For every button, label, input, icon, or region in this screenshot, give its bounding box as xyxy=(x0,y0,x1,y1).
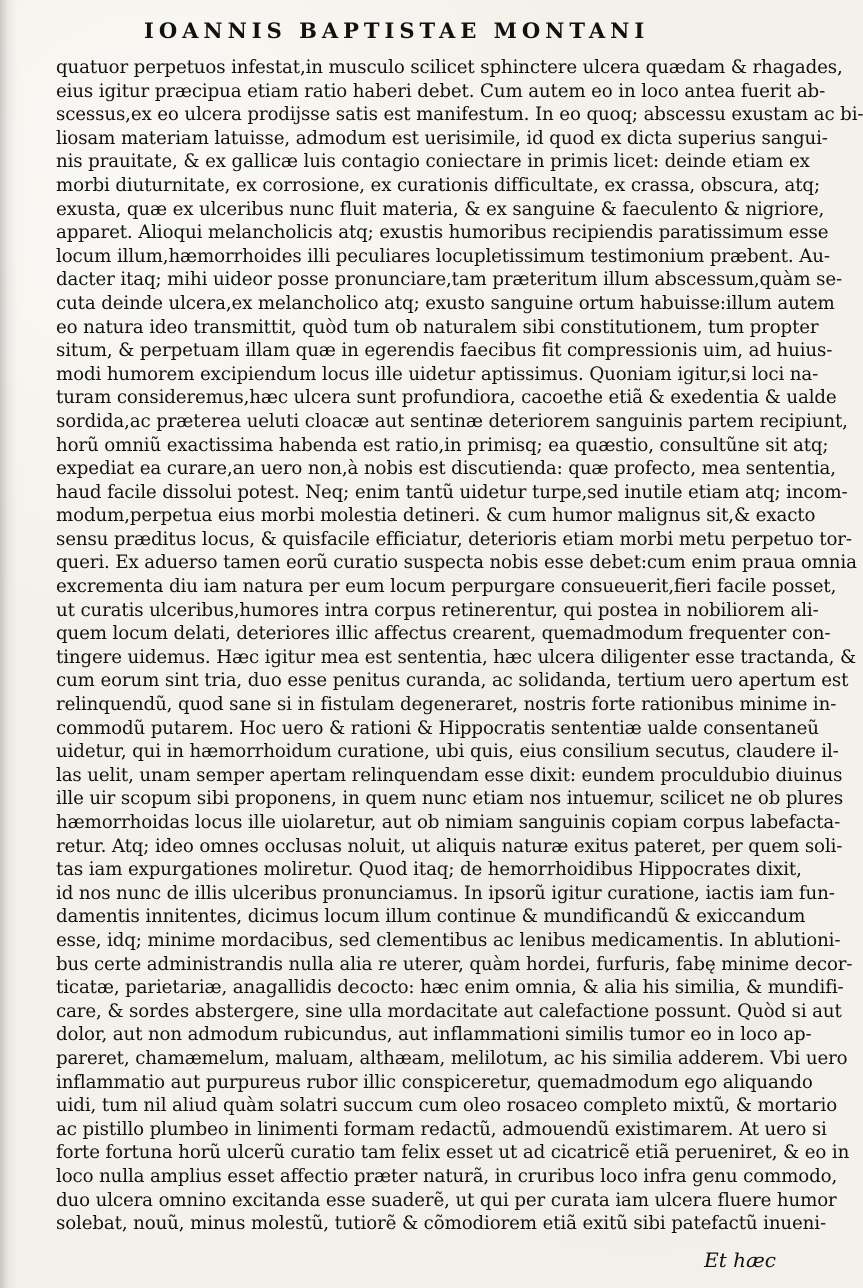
text-line: bus certe administrandis nulla alia re uterer, quàm hordei, furfuris, fabę minime decor- xyxy=(56,953,853,975)
text-line: excrementa diu iam natura per eum locum perpurgare consueuerit,fieri facile posset, xyxy=(56,576,837,598)
text-line: quatuor perpetuos infestat,in musculo scilicet sphinctere ulcera quædam & rhagades, xyxy=(56,57,843,78)
catchword: Et hæc xyxy=(704,1248,776,1272)
text-line: id nos nunc de illis ulceribus pronunciamus. In ipsorũ igitur curatione, iactis iam fun- xyxy=(56,882,835,904)
text-line: ille uir scopum sibi proponens, in quem nunc etiam nos intuemur, scilicet ne ob plures xyxy=(56,788,844,810)
text-line: duo ulcera omnino excitanda esse suaderẽ, ut qui per curata iam ulcera fluere humor xyxy=(56,1189,837,1211)
text-line: locum illum,hæmorrhoides illi peculiares locupletissimum testimonium præbent. Au- xyxy=(56,245,830,267)
text-line: loco nulla amplius esset affectio præter naturã, in cruribus loco infra genu commodo, xyxy=(56,1165,838,1187)
text-line: cum eorum sint tria, duo esse penitus curanda, ac solidanda, tertium uero apertum est xyxy=(56,670,849,692)
text-line: dacter itaq; mihi uideor posse pronunciare,tam præteritum illum abscessum,quàm se- xyxy=(56,269,843,291)
text-line: forte fortuna horũ ulcerũ curatio tam felix esset ut ad cicatricẽ etiã perueniret, & eo in xyxy=(56,1142,850,1164)
text-line: uidetur, qui in hæmorrhoidum curatione, ubi quis, eius consilium secutus, claudere il- xyxy=(56,741,839,763)
text-line: eius igitur præcipua etiam ratio haberi debet. Cum autem eo in loco antea fuerit ab- xyxy=(56,80,826,102)
text-line: ut curatis ulceribus,humores intra corpus retinerentur, qui postea in nobiliorem ali- xyxy=(56,599,819,621)
text-line: hæmorrhoidas locus ille uiolaretur, aut ob nimiam sanguinis copiam corpus labefacta- xyxy=(56,812,841,833)
text-line: apparet. Alioqui melancholicis atq; exustis humoribus recipiendis paratissimum esse xyxy=(56,222,829,244)
text-line: tas iam expurgationes moliretur. Quod itaq; de hemorrhoidibus Hippocrates dixit, xyxy=(56,859,802,881)
binding-shadow xyxy=(0,0,18,1288)
text-line: commodũ putarem. Hoc uero & rationi & Hippocratis sententiæ ualde consentaneũ xyxy=(56,717,819,739)
text-line: ticatæ, parietariæ, anagallidis decocto: hæc enim omnia, & alia his similia, & mundifi- xyxy=(56,977,844,999)
text-line: haud facile dissolui potest. Neq; enim tantũ uidetur turpe,sed inutile etiam atq; incom- xyxy=(56,481,848,503)
text-line: relinquendũ, quod sane si in fistulam degeneraret, nostris forte rationibus minime in- xyxy=(56,694,837,716)
text-line: tingere uidemus. Hæc igitur mea est sententia, hæc ulcera diligenter esse tractanda, & xyxy=(56,646,857,668)
text-line: ac pistillo plumbeo in linimenti formam redactũ, admouendũ existimarem. At uero si xyxy=(56,1118,827,1140)
text-line: situm, & perpetuam illam quæ in egerendis faecibus fit compressionis uim, ad huius- xyxy=(56,340,833,362)
text-line: expediat ea curare,an uero non,à nobis est discutienda: quæ profecto, mea sententia, xyxy=(56,458,836,480)
text-line: sordida,ac præterea ueluti cloacæ aut sentinæ deteriorem sanguinis partem recipiunt, xyxy=(56,410,848,432)
text-line: las uelit, unam semper apertam relinquendam esse dixit: eundem proculdubio diuinus xyxy=(56,764,843,786)
text-line: eo natura ideo transmittit, quòd tum ob naturalem sibi constitutionem, tum propter xyxy=(56,316,819,338)
text-line: turam consideremus,hæc ulcera sunt profundiora, cacoethe etiã & exedentia & ualde xyxy=(56,387,837,409)
body-text xyxy=(56,56,863,1236)
running-head: IOANNIS BAPTISTAE MONTANI xyxy=(144,18,650,43)
text-line: solebat, nouũ, minus molestũ, tutiorẽ & cõmodiorem etiã exitũ sibi patefactũ inueni- xyxy=(56,1213,826,1235)
text-line: queri. Ex aduerso tamen eorũ curatio suspecta nobis esse debet:cum enim praua omnia xyxy=(56,552,857,574)
text-line: cuta deinde ulcera,ex melancholico atq; exusto sanguine ortum habuisse:illum autem xyxy=(56,292,835,314)
text-line: modum,perpetua eius morbi molestia detineri. & cum humor malignus sit,& exacto xyxy=(56,505,816,527)
text-line: morbi diuturnitate, ex corrosione, ex curationis difficultate, ex crassa, obscura, atq; xyxy=(56,174,820,196)
text-line: retur. Atq; ideo omnes occlusas noluit, ut aliquis naturæ exitus pateret, per quem soli- xyxy=(56,835,843,857)
text-line: exusta, quæ ex ulceribus nunc fluit materia, & ex sanguine & faeculento & nigriore, xyxy=(56,198,825,220)
text-line: pareret, chamæmelum, maluam, althæam, melilotum, ac his similia adderem. Vbi uero xyxy=(56,1047,848,1069)
text-line: nis prauitate, & ex gallicæ luis contagio coniectare in primis licet: deinde etiam ex xyxy=(56,151,810,173)
text-line: care, & sordes abstergere, sine ulla mordacitate aut calefactione possunt. Quòd si aut xyxy=(56,1000,842,1022)
text-line: scessus,ex eo ulcera prodijsse satis est manifestum. In eo quoq; abscessu exustam ac bi- xyxy=(56,104,863,126)
text-line: sensu præditus locus, & quisfacile efficiatur, deterioris etiam morbi metu perpetuo tor- xyxy=(56,528,852,550)
text-line: esse, idq; minime mordacibus, sed clementibus ac lenibus medicamentis. In ablutioni- xyxy=(56,929,841,951)
text-line: horũ omniũ exactissima habenda est ratio,in primisq; ea quæstio, consultũne sit atq; xyxy=(56,434,829,456)
text-line: modi humorem excipiendum locus ille uidetur aptissimus. Quoniam igitur,si loci na- xyxy=(56,363,819,385)
text-line: uidi, tum nil aliud quàm solatri succum cum oleo rosaceo completo mixtũ, & mortario xyxy=(56,1095,838,1117)
text-line: damentis innitentes, dicimus locum illum continue & mundificandũ & exiccandum xyxy=(56,906,806,928)
text-line: inflammatio aut purpureus rubor illic conspiceretur, quemadmodum ego aliquando xyxy=(56,1071,813,1093)
text-line: liosam materiam latuisse, admodum est uerisimile, id quod ex dicta superius sangui- xyxy=(56,127,828,149)
text-line: dolor, aut non admodum rubicundus, aut inflammationi similis tumor eo in loco ap- xyxy=(56,1024,812,1046)
text-line: quem locum delati, deteriores illic affectus crearent, quemadmodum frequenter con- xyxy=(56,623,831,645)
